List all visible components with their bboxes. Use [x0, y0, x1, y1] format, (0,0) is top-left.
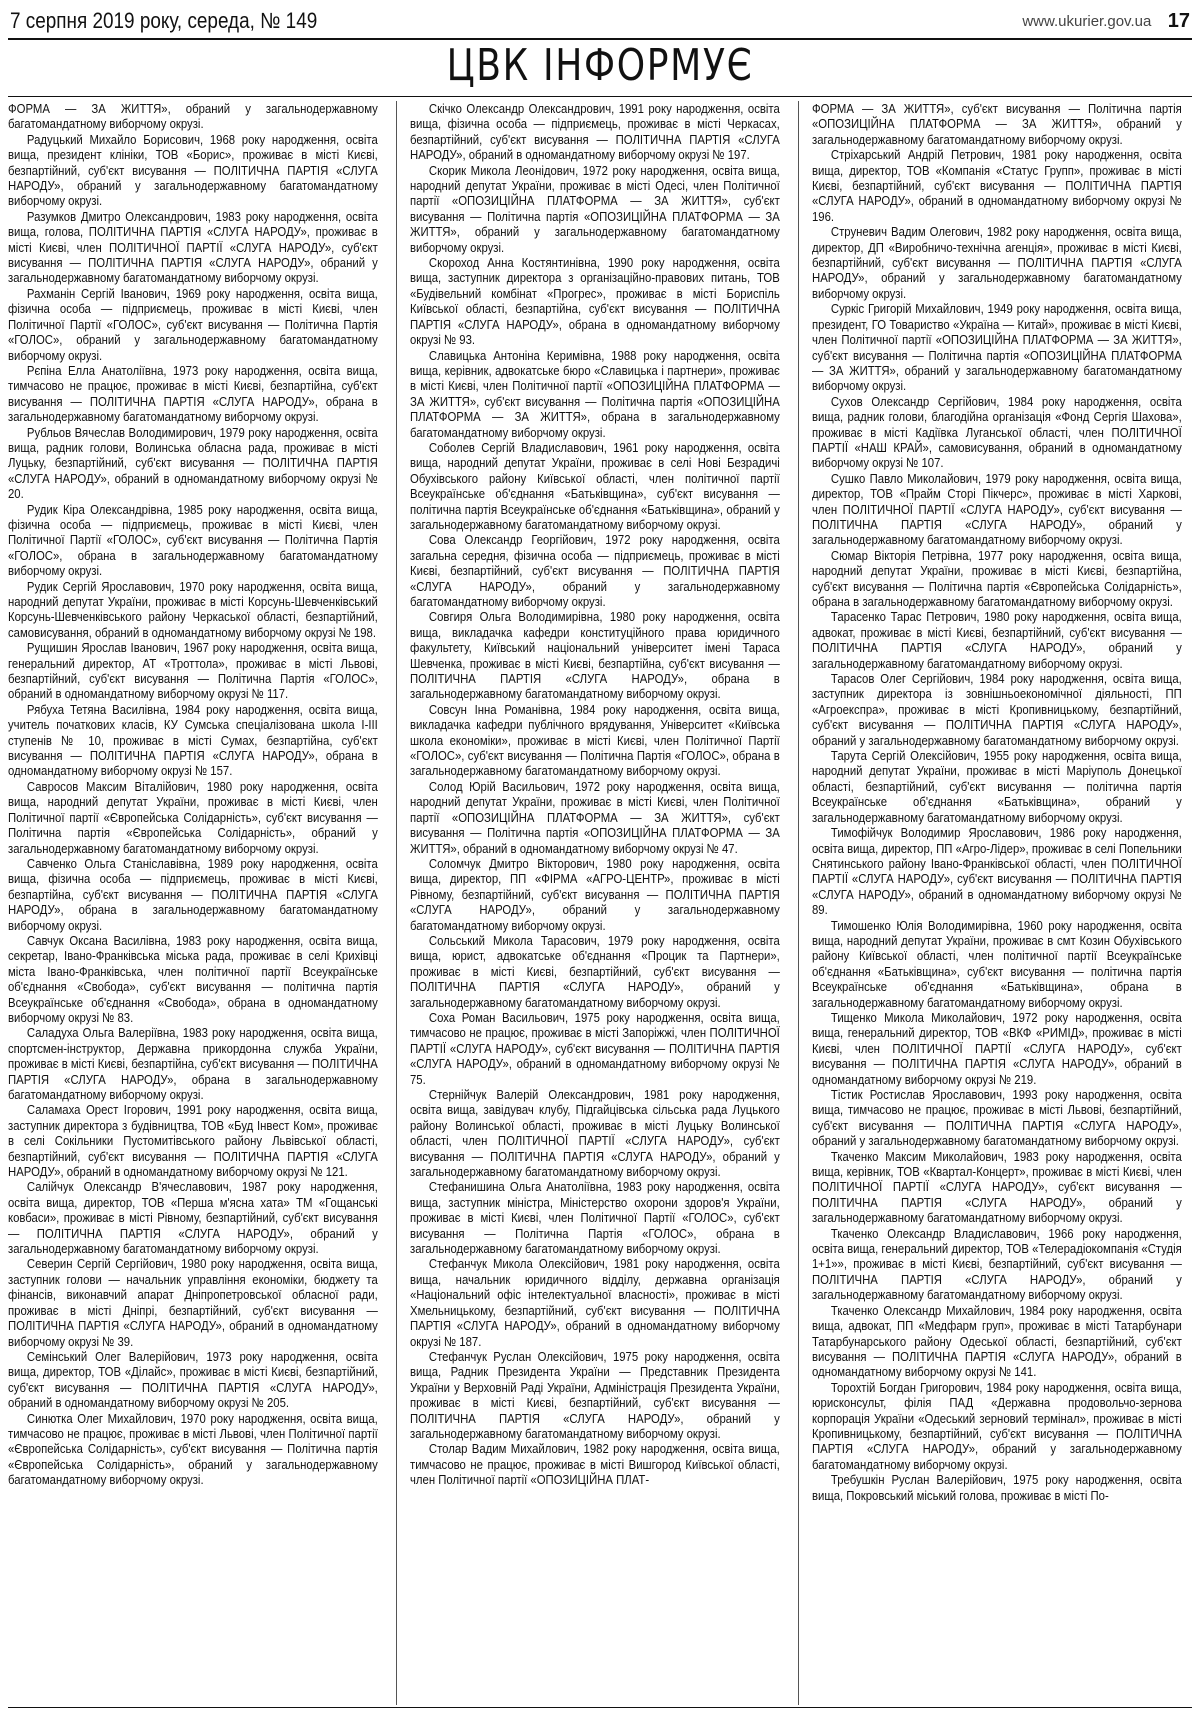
candidate-entry: Радуцький Михайло Борисович, 1968 року народження, освіта вища, президент клініки, ТОВ «Борис», проживає в місті Києві, безпартійний, суб'єкт висування — ПОЛІТИЧНА ПАРТІЯ «СЛУГА НАРОДУ», обраний у загальнодержавному багатомандатному виборчому окрузі. [8, 131, 378, 209]
candidate-entry: Торохтій Богдан Григорович, 1984 року народження, освіта вища, юрисконсульт, філія ПАД «Державна продовольчо-зернова корпорація України «Одеський зерновий термінал», проживає в місті Кропивницькому, безпартійний, суб'єкт висування — ПОЛІТИЧНА ПАРТІЯ «СЛУГА НАРОДУ», обраний у загальнодержавному багатомандатному виборчому окрузі. [812, 1379, 1182, 1472]
candidate-entry: Ткаченко Олександр Михайлович, 1984 року народження, освіта вища, адвокат, ПП «Медфарм груп», проживає в місті Татарбунари Татарбунарського району Одеської області, безпартійний, суб'єкт висування — ПОЛІТИЧНА ПАРТІЯ «СЛУГА НАРОДУ», обраний в одномандатному виборчому окрузі № 141. [812, 1302, 1182, 1380]
candidate-entry: Рубльов Вячеслав Володимирович, 1979 року народження, освіта вища, радник голови, Волинська обласна рада, проживає в місті Луцьку, безпартійний, суб'єкт висування — ПОЛІТИЧНА ПАРТІЯ «СЛУГА НАРОДУ», обраний в одномандатному виборчому окрузі № 20. [8, 424, 378, 502]
site-url[interactable]: www.ukurier.gov.ua [1022, 13, 1152, 30]
candidate-entry: Сюмар Вікторія Петрівна, 1977 року народження, освіта вища, народний депутат України, проживає в місті Києві, безпартійна, суб'єкт висування — Політична партія «Європейська Солідарність», обрана в загальнодержавному багатомандатному виборчому окрузі. [812, 547, 1182, 609]
candidate-entry: Рєпіна Елла Анатоліївна, 1973 року народження, освіта вища, тимчасово не працює, проживає в місті Києві, безпартійна, суб'єкт висування — ПОЛІТИЧНА ПАРТІЯ «СЛУГА НАРОДУ», обрана в загальнодержавному багатомандатному виборчому окрузі. [8, 362, 378, 425]
candidate-entry: Савченко Ольга Станіславівна, 1989 року народження, освіта вища, фізична особа — підприємець, проживає в місті Києві, безпартійна, суб'єкт висування — ПОЛІТИЧНА ПАРТІЯ «СЛУГА НАРОДУ», обрана в загальнодержавному багатомандатному виборчому окрузі. [8, 855, 378, 933]
candidate-entry: Соболев Сергій Владиславович, 1961 року народження, освіта вища, народний депутат України, проживає в селі Нові Безрадичі Обухівського району Київської області, член політичної партії Всеукраїнське об'єднання «Батьківщина», суб'єкт висування — політична партія Всеукраїнське об'єднання «Батьківщина», обраний у загальнодержавному багатомандатному виборчому окрузі. [410, 439, 780, 532]
candidate-entry: Рущишин Ярослав Іванович, 1967 року народження, освіта вища, генеральний директор, АТ «Троттола», проживає в місті Львові, безпартійний, суб'єкт висування — Політична Партія «ГОЛОС», обраний в одномандатному виборчому окрузі № 117. [8, 640, 378, 702]
masthead-right [1022, 10, 1190, 33]
candidate-entry: Соломчук Дмитро Вікторович, 1980 року народження, освіта вища, директор, ПП «ФІРМА «АГРО-ЦЕНТР», проживає в місті Рівному, безпартійний, суб'єкт висування — ПОЛІТИЧНА ПАРТІЯ «СЛУГА НАРОДУ», обраний у загальнодержавному багатомандатному виборчому окрузі. [410, 855, 780, 933]
candidate-entry: Тимошенко Юлія Володимирівна, 1960 року народження, освіта вища, народний депутат України, проживає в смт Козин Обухівського району Київської області, член політичної партії Всеукраїнське об'єднання «Батьківщина», суб'єкт висування — політична партія Всеукраїнське об'єднання «Батьківщина», обрана в загальнодержавному багатомандатному виборчому окрузі. [812, 917, 1182, 1010]
column-divider [396, 101, 397, 1705]
candidate-entry: Стефанчук Руслан Олексійович, 1975 року народження, освіта вища, Радник Президента України — Представник Президента України у Верховній Раді України, Адміністрація Президента України, проживає в місті Києві, безпартійний, суб'єкт висування — ПОЛІТИЧНА ПАРТІЯ «СЛУГА НАРОДУ», обраний у загальнодержавному багатомандатному виборчому окрузі. [410, 1348, 780, 1441]
candidate-entry: Стефанишина Ольга Анатоліївна, 1983 року народження, освіта вища, заступник міністра, Міністерство охорони здоров'я України, проживає в місті Києві, член Політичної Партії «ГОЛОС», суб'єкт висування — Політична Партія «ГОЛОС», обрана в загальнодержавному багатомандатному виборчому окрузі. [410, 1179, 780, 1257]
page-number: 17 [1167, 10, 1190, 32]
candidate-entry: Саламаха Орест Ігорович, 1991 року народження, освіта вища, заступник директора з будівництва, ТОВ «Буд Інвест Ком», проживає в селі Сокільники Пустомитівського району Львівської області, безпартійний, суб'єкт висування — ПОЛІТИЧНА ПАРТІЯ «СЛУГА НАРОДУ», обраний в одномандатному виборчому окрузі № 121. [8, 1102, 378, 1180]
column-divider [798, 101, 799, 1705]
candidate-entry: Сольський Микола Тарасович, 1979 року народження, освіта вища, юрист, адвокатське об'єднання «Процик та Партнери», проживає в місті Києві, безпартійний, суб'єкт висування — ПОЛІТИЧНА ПАРТІЯ «СЛУГА НАРОДУ», обраний у загальнодержавному багатомандатному виборчому окрузі. [410, 932, 780, 1010]
candidate-entry: Рябуха Тетяна Василівна, 1984 року народження, освіта вища, учитель початкових класів, КУ Сумська спеціалізована школа I-III ступенів № 10, проживає в місті Сумах, безпартійна, суб'єкт висування — ПОЛІТИЧНА ПАРТІЯ «СЛУГА НАРОДУ», обрана в одномандатному виборчому окрузі № 157. [8, 701, 378, 779]
section-title: ЦВК ІНФОРМУЄ [446, 40, 754, 91]
candidate-entry: Сова Олександр Георгійович, 1972 року народження, освіта загальна середня, фізична особа — підприємець, проживає в місті Києві, безпартійний, суб'єкт висування — ПОЛІТИЧНА ПАРТІЯ «СЛУГА НАРОДУ», обраний у загальнодержавному багатомандатному виборчому окрузі. [410, 532, 780, 609]
candidate-entry: Тимофійчук Володимир Ярославович, 1986 року народження, освіта вища, директор, ПП «Агро-Лідер», проживає в селі Попельники Снятинського району Івано-Франківської області, член ПОЛІТИЧНОЇ ПАРТІЇ «СЛУГА НАРОДУ», суб'єкт висування — ПОЛІТИЧНА ПАРТІЯ «СЛУГА НАРОДУ», обраний в одномандатному виборчому окрузі № 89. [812, 825, 1182, 918]
candidate-entry: Стефанчук Микола Олексійович, 1981 року народження, освіта вища, начальник юридичного відділу, державна організація «Національний офіс інтелектуальної власності», проживає в місті Хмельницькому, безпартійний, суб'єкт висування — ПОЛІТИЧНА ПАРТІЯ «СЛУГА НАРОДУ», обраний в одномандатному виборчому окрузі № 187. [410, 1256, 780, 1349]
candidate-entry: Скороход Анна Костянтинівна, 1990 року народження, освіта вища, заступник директора з організаційно-правових питань, ТОВ «Будівельний комбінат «Прогрес», проживає в місті Бориспіль Київської області, безпартійна, суб'єкт висування — ПОЛІТИЧНА ПАРТІЯ «СЛУГА НАРОДУ», обрана в одномандатному виборчому окрузі № 93. [410, 255, 780, 348]
candidate-entry: Тарасов Олег Сергійович, 1984 року народження, освіта вища, заступник директора із зовнішньоекономічної діяльності, ПП «Агроекспра», проживає в місті Кропивницькому, безпартійний, суб'єкт висування — ПОЛІТИЧНА ПАРТІЯ «СЛУГА НАРОДУ», обраний у загальнодержавному багатомандатному виборчому окрузі. [812, 671, 1182, 748]
candidate-entry: Рудик Сергій Ярославович, 1970 року народження, освіта вища, народний депутат України, проживає в місті Корсунь-Шевченківський Корсунь-Шевченківського району Черкаської області, безпартійний, самовисування, обраний в одномандатному виборчому окрузі № 198. [8, 578, 378, 640]
candidate-entry: Столар Вадим Михайлович, 1982 року народження, освіта вища, тимчасово не працює, проживає в місті Вишгород Київської області, член Політичної партії «ОПОЗИЦІЙНА ПЛАТ- [410, 1441, 780, 1488]
candidate-entry: Скорик Микола Леонідович, 1972 року народження, освіта вища, народний депутат України, проживає в місті Одесі, член Політичної партії «ОПОЗИЦІЙНА ПЛАТФОРМА — ЗА ЖИТТЯ», суб'єкт висування — Політична партія «ОПОЗИЦІЙНА ПЛАТФОРМА — ЗА ЖИТТЯ», обраний у загальнодержавному багатомандатному виборчому окрузі. [410, 162, 780, 255]
candidate-entry: Тарута Сергій Олексійович, 1955 року народження, освіта вища, народний депутат України, проживає в місті Маріуполь Донецької області, безпартійний, суб'єкт висування — політична партія Всеукраїнське об'єднання «Батьківщина», обраний у загальнодержавному багатомандатному виборчому окрузі. [812, 748, 1182, 825]
title-rule [8, 96, 1192, 97]
candidate-entry: ФОРМА — ЗА ЖИТТЯ», обраний у загальнодержавному багатомандатному виборчому окрузі. [8, 101, 378, 132]
candidate-entry: Тищенко Микола Миколайович, 1972 року народження, освіта вища, генеральний директор, ТОВ «ВКФ «РИМІД», проживає в місті Києві, член ПОЛІТИЧНОЇ ПАРТІЇ «СЛУГА НАРОДУ», суб'єкт висування — ПОЛІТИЧНА ПАРТІЯ «СЛУГА НАРОДУ», обраний в одномандатному виборчому окрузі № 219. [812, 1009, 1182, 1087]
issue-date: 7 серпня 2019 року, середа, № 149 [10, 8, 318, 33]
candidate-entry: Тарасенко Тарас Петрович, 1980 року народження, освіта вища, адвокат, проживає в місті Києві, безпартійний, суб'єкт висування — ПОЛІТИЧНА ПАРТІЯ «СЛУГА НАРОДУ», обраний у загальнодержавному багатомандатному виборчому окрузі. [812, 609, 1182, 671]
candidate-entry: Соха Роман Васильович, 1975 року народження, освіта вища, тимчасово не працює, проживає в місті Запоріжжі, член ПОЛІТИЧНОЇ ПАРТІЇ «СЛУГА НАРОДУ», суб'єкт висування — ПОЛІТИЧНА ПАРТІЯ «СЛУГА НАРОДУ», обраний в одномандатному виборчому окрузі № 75. [410, 1009, 780, 1087]
candidate-entry: Разумков Дмитро Олександрович, 1983 року народження, освіта вища, голова, ПОЛІТИЧНА ПАРТІЯ «СЛУГА НАРОДУ», проживає в місті Києві, член ПОЛІТИЧНОЇ ПАРТІЇ «СЛУГА НАРОДУ», суб'єкт висування — ПОЛІТИЧНА ПАРТІЯ «СЛУГА НАРОДУ», обраний у загальнодержавному багатомандатному виборчому окрузі. [8, 208, 378, 286]
text-column-3 [812, 101, 1182, 1701]
candidate-entry: Совсун Інна Романівна, 1984 року народження, освіта вища, викладачка кафедри публічного врядування, Університет «Київська школа економіки», проживає в місті Києві, член Політичної Партії «ГОЛОС», суб'єкт висування — Політична Партія «ГОЛОС», обрана в загальнодержавному багатомандатному виборчому окрузі. [410, 701, 780, 779]
candidate-entry: Синютка Олег Михайлович, 1970 року народження, освіта вища, тимчасово не працює, проживає в місті Львові, член Політичної партії «Європейська Солідарність», суб'єкт висування — Політична партія «Європейська Солідарність», обраний у загальнодержавному багатомандатному виборчому окрузі. [8, 1410, 378, 1488]
candidate-entry: Северин Сергій Сергійович, 1980 року народження, освіта вища, заступник голови — начальник управління економіки, бюджету та фінансів, виконавчий апарат Дніпропетровської обласної ради, проживає в місті Дніпрі, безпартійний, суб'єкт висування — ПОЛІТИЧНА ПАРТІЯ «СЛУГА НАРОДУ», обраний в одномандатному виборчому окрузі № 39. [8, 1256, 378, 1349]
candidate-entry: Салійчук Олександр В'ячеславович, 1987 року народження, освіта вища, директор, ТОВ «Перша м'ясна хата» ТМ «Гощанські ковбаси», проживає в місті Рівному, безпартійний, суб'єкт висування — ПОЛІТИЧНА ПАРТІЯ «СЛУГА НАРОДУ», обраний у загальнодержавному багатомандатному виборчому окрузі. [8, 1179, 378, 1257]
candidate-entry: Славицька Антоніна Керимівна, 1988 року народження, освіта вища, керівник, адвокатське бюро «Славицька і партнери», проживає в місті Києві, член Політичної партії «ОПОЗИЦІЙНА ПЛАТФОРМА — ЗА ЖИТТЯ», суб'єкт висування — Політична партія «ОПОЗИЦІЙНА ПЛАТФОРМА — ЗА ЖИТТЯ», обрана в загальнодержавному багатомандатному виборчому окрузі. [410, 347, 780, 440]
candidate-entry: Струневич Вадим Олегович, 1982 року народження, освіта вища, директор, ДП «Виробничо-технічна агенція», проживає в місті Києві, безпартійний, суб'єкт висування — ПОЛІТИЧНА ПАРТІЯ «СЛУГА НАРОДУ», обраний у загальнодержавному багатомандатному виборчому окрузі. [812, 224, 1182, 301]
candidate-entry: Савчук Оксана Василівна, 1983 року народження, освіта вища, секретар, Івано-Франківська міська рада, проживає в селі Крихівці міста Івано-Франківська, член політичної партії Всеукраїнське об'єднання «Свобода», суб'єкт висування — політична партія Всеукраїнське об'єднання «Свобода», обрана в одномандатному виборчому окрузі № 83. [8, 932, 378, 1025]
candidate-entry: Скічко Олександр Олександрович, 1991 року народження, освіта вища, фізична особа — підприємець, проживає в місті Черкасах, безпартійний, суб'єкт висування — ПОЛІТИЧНА ПАРТІЯ «СЛУГА НАРОДУ», обраний в одномандатному виборчому окрузі № 197. [410, 101, 780, 163]
candidate-entry: Ткаченко Олександр Владиславович, 1966 року народження, освіта вища, генеральний директор, ТОВ «Телерадіокомпанія «Студія 1+1»», проживає в місті Києві, безпартійний, суб'єкт висування — ПОЛІТИЧНА ПАРТІЯ «СЛУГА НАРОДУ», обраний у загальнодержавному багатомандатному виборчому окрузі. [812, 1225, 1182, 1303]
bottom-rule [8, 1707, 1192, 1708]
candidate-entry: Семінський Олег Валерійович, 1973 року народження, освіта вища, директор, ТОВ «Ділайс», проживає в місті Києві, безпартійний, суб'єкт висування — ПОЛІТИЧНА ПАРТІЯ «СЛУГА НАРОДУ», обраний в одномандатному виборчому окрузі № 205. [8, 1348, 378, 1411]
candidate-entry: Рудик Кіра Олександрівна, 1985 року народження, освіта вища, фізична особа — підприємець, проживає в місті Києві, член Політичної Партії «ГОЛОС», суб'єкт висування — Політична Партія «ГОЛОС», обрана в загальнодержавному багатомандатному виборчому окрузі. [8, 501, 378, 579]
text-column-1 [8, 101, 378, 1701]
candidate-entry: Ткаченко Максим Миколайович, 1983 року народження, освіта вища, керівник, ТОВ «Квартал-Концерт», проживає в місті Києві, член ПОЛІТИЧНОЇ ПАРТІЇ «СЛУГА НАРОДУ», суб'єкт висування — ПОЛІТИЧНА ПАРТІЯ «СЛУГА НАРОДУ», обраний у загальнодержавному багатомандатному виборчому окрузі. [812, 1148, 1182, 1226]
candidate-entry: Саладуха Ольга Валеріївна, 1983 року народження, освіта вища, спортсмен-інструктор, Державна прикордонна служба України, проживає в місті Києві, безпартійна, суб'єкт висування — ПОЛІТИЧНА ПАРТІЯ «СЛУГА НАРОДУ», обрана в загальнодержавному багатомандатному виборчому окрузі. [8, 1025, 378, 1102]
candidate-entry: Сушко Павло Миколайович, 1979 року народження, освіта вища, директор, ТОВ «Прайм Сторі Пікчерс», проживає в місті Харкові, член ПОЛІТИЧНОЇ ПАРТІЇ «СЛУГА НАРОДУ», суб'єкт висування — ПОЛІТИЧНА ПАРТІЯ «СЛУГА НАРОДУ», обраний у загальнодержавному багатомандатному виборчому окрузі. [812, 470, 1182, 548]
candidate-entry: Тістик Ростислав Ярославович, 1993 року народження, освіта вища, тимчасово не працює, проживає в місті Львові, безпартійний, суб'єкт висування — ПОЛІТИЧНА ПАРТІЯ «СЛУГА НАРОДУ», обраний у загальнодержавному багатомандатному виборчому окрузі. [812, 1087, 1182, 1149]
candidate-entry: Сухов Олександр Сергійович, 1984 року народження, освіта вища, радник голови, благодійна організація «Фонд Сергія Шахова», проживає в місті Кадіївка Луганської області, член ПОЛІТИЧНОЇ ПАРТІЇ «НАШ КРАЙ», самовисування, обраний в одномандатному виборчому окрузі № 107. [812, 393, 1182, 471]
candidate-entry: Солод Юрій Васильович, 1972 року народження, освіта вища, народний депутат України, проживає в місті Києві, член Політичної партії «ОПОЗИЦІЙНА ПЛАТФОРМА — ЗА ЖИТТЯ», суб'єкт висування — Політична партія «ОПОЗИЦІЙНА ПЛАТФОРМА — ЗА ЖИТТЯ», обраний в одномандатному виборчому окрузі № 47. [410, 778, 780, 856]
text-column-2 [410, 101, 780, 1701]
candidate-entry: ФОРМА — ЗА ЖИТТЯ», суб'єкт висування — Політична партія «ОПОЗИЦІЙНА ПЛАТФОРМА — ЗА ЖИТТЯ», обраний у загальнодержавному багатомандатному виборчому окрузі. [812, 101, 1182, 147]
candidate-entry: Требушкін Руслан Валерійович, 1975 року народження, освіта вища, Покровський міський голова, проживає в місті По- [812, 1472, 1182, 1503]
candidate-entry: Суркіс Григорій Михайлович, 1949 року народження, освіта вища, президент, ГО Товариство «Україна — Китай», проживає в місті Києві, член Політичної партії «ОПОЗИЦІЙНА ПЛАТФОРМА — ЗА ЖИТТЯ», суб'єкт висування — Політична партія «ОПОЗИЦІЙНА ПЛАТФОРМА — ЗА ЖИТТЯ», обраний у загальнодержавному багатомандатному виборчому окрузі. [812, 301, 1182, 394]
candidate-entry: Рахманін Сергій Іванович, 1969 року народження, освіта вища, фізична особа — підприємець, проживає в місті Києві, член Політичної Партії «ГОЛОС», суб'єкт висування — Політична Партія «ГОЛОС», обраний у загальнодержавному багатомандатному виборчому окрузі. [8, 285, 378, 363]
candidate-entry: Савросов Максим Віталійович, 1980 року народження, освіта вища, народний депутат України, проживає в місті Києві, член Політичної партії «Європейська Солідарність», суб'єкт висування — Політична партія «Європейська Солідарність», обраний у загальнодержавному багатомандатному виборчому окрузі. [8, 778, 378, 856]
candidate-entry: Совгиря Ольга Володимирівна, 1980 року народження, освіта вища, викладачка кафедри конституційного права юридичного факультету, Київський національний університет імені Тараса Шевченка, проживає в місті Києві, безпартійна, суб'єкт висування — ПОЛІТИЧНА ПАРТІЯ «СЛУГА НАРОДУ», обрана в загальнодержавному багатомандатному виборчому окрузі. [410, 609, 780, 702]
candidate-entry: Стріхарський Андрій Петрович, 1981 року народження, освіта вища, директор, ТОВ «Компанія «Статус Групп», проживає в місті Києві, безпартійний, суб'єкт висування — ПОЛІТИЧНА ПАРТІЯ «СЛУГА НАРОДУ», обраний в одномандатному виборчому окрузі № 196. [812, 147, 1182, 224]
masthead [10, 8, 1190, 36]
candidate-entry: Стернійчук Валерій Олександрович, 1981 року народження, освіта вища, завідувач клубу, Підгайцівська сільська рада Луцького району Волинської області, проживає в місті Луцьку Волинської області, член ПОЛІТИЧНОЇ ПАРТІЇ «СЛУГА НАРОДУ», суб'єкт висування — ПОЛІТИЧНА ПАРТІЯ «СЛУГА НАРОДУ», обраний у загальнодержавному багатомандатному виборчому окрузі. [410, 1087, 780, 1180]
